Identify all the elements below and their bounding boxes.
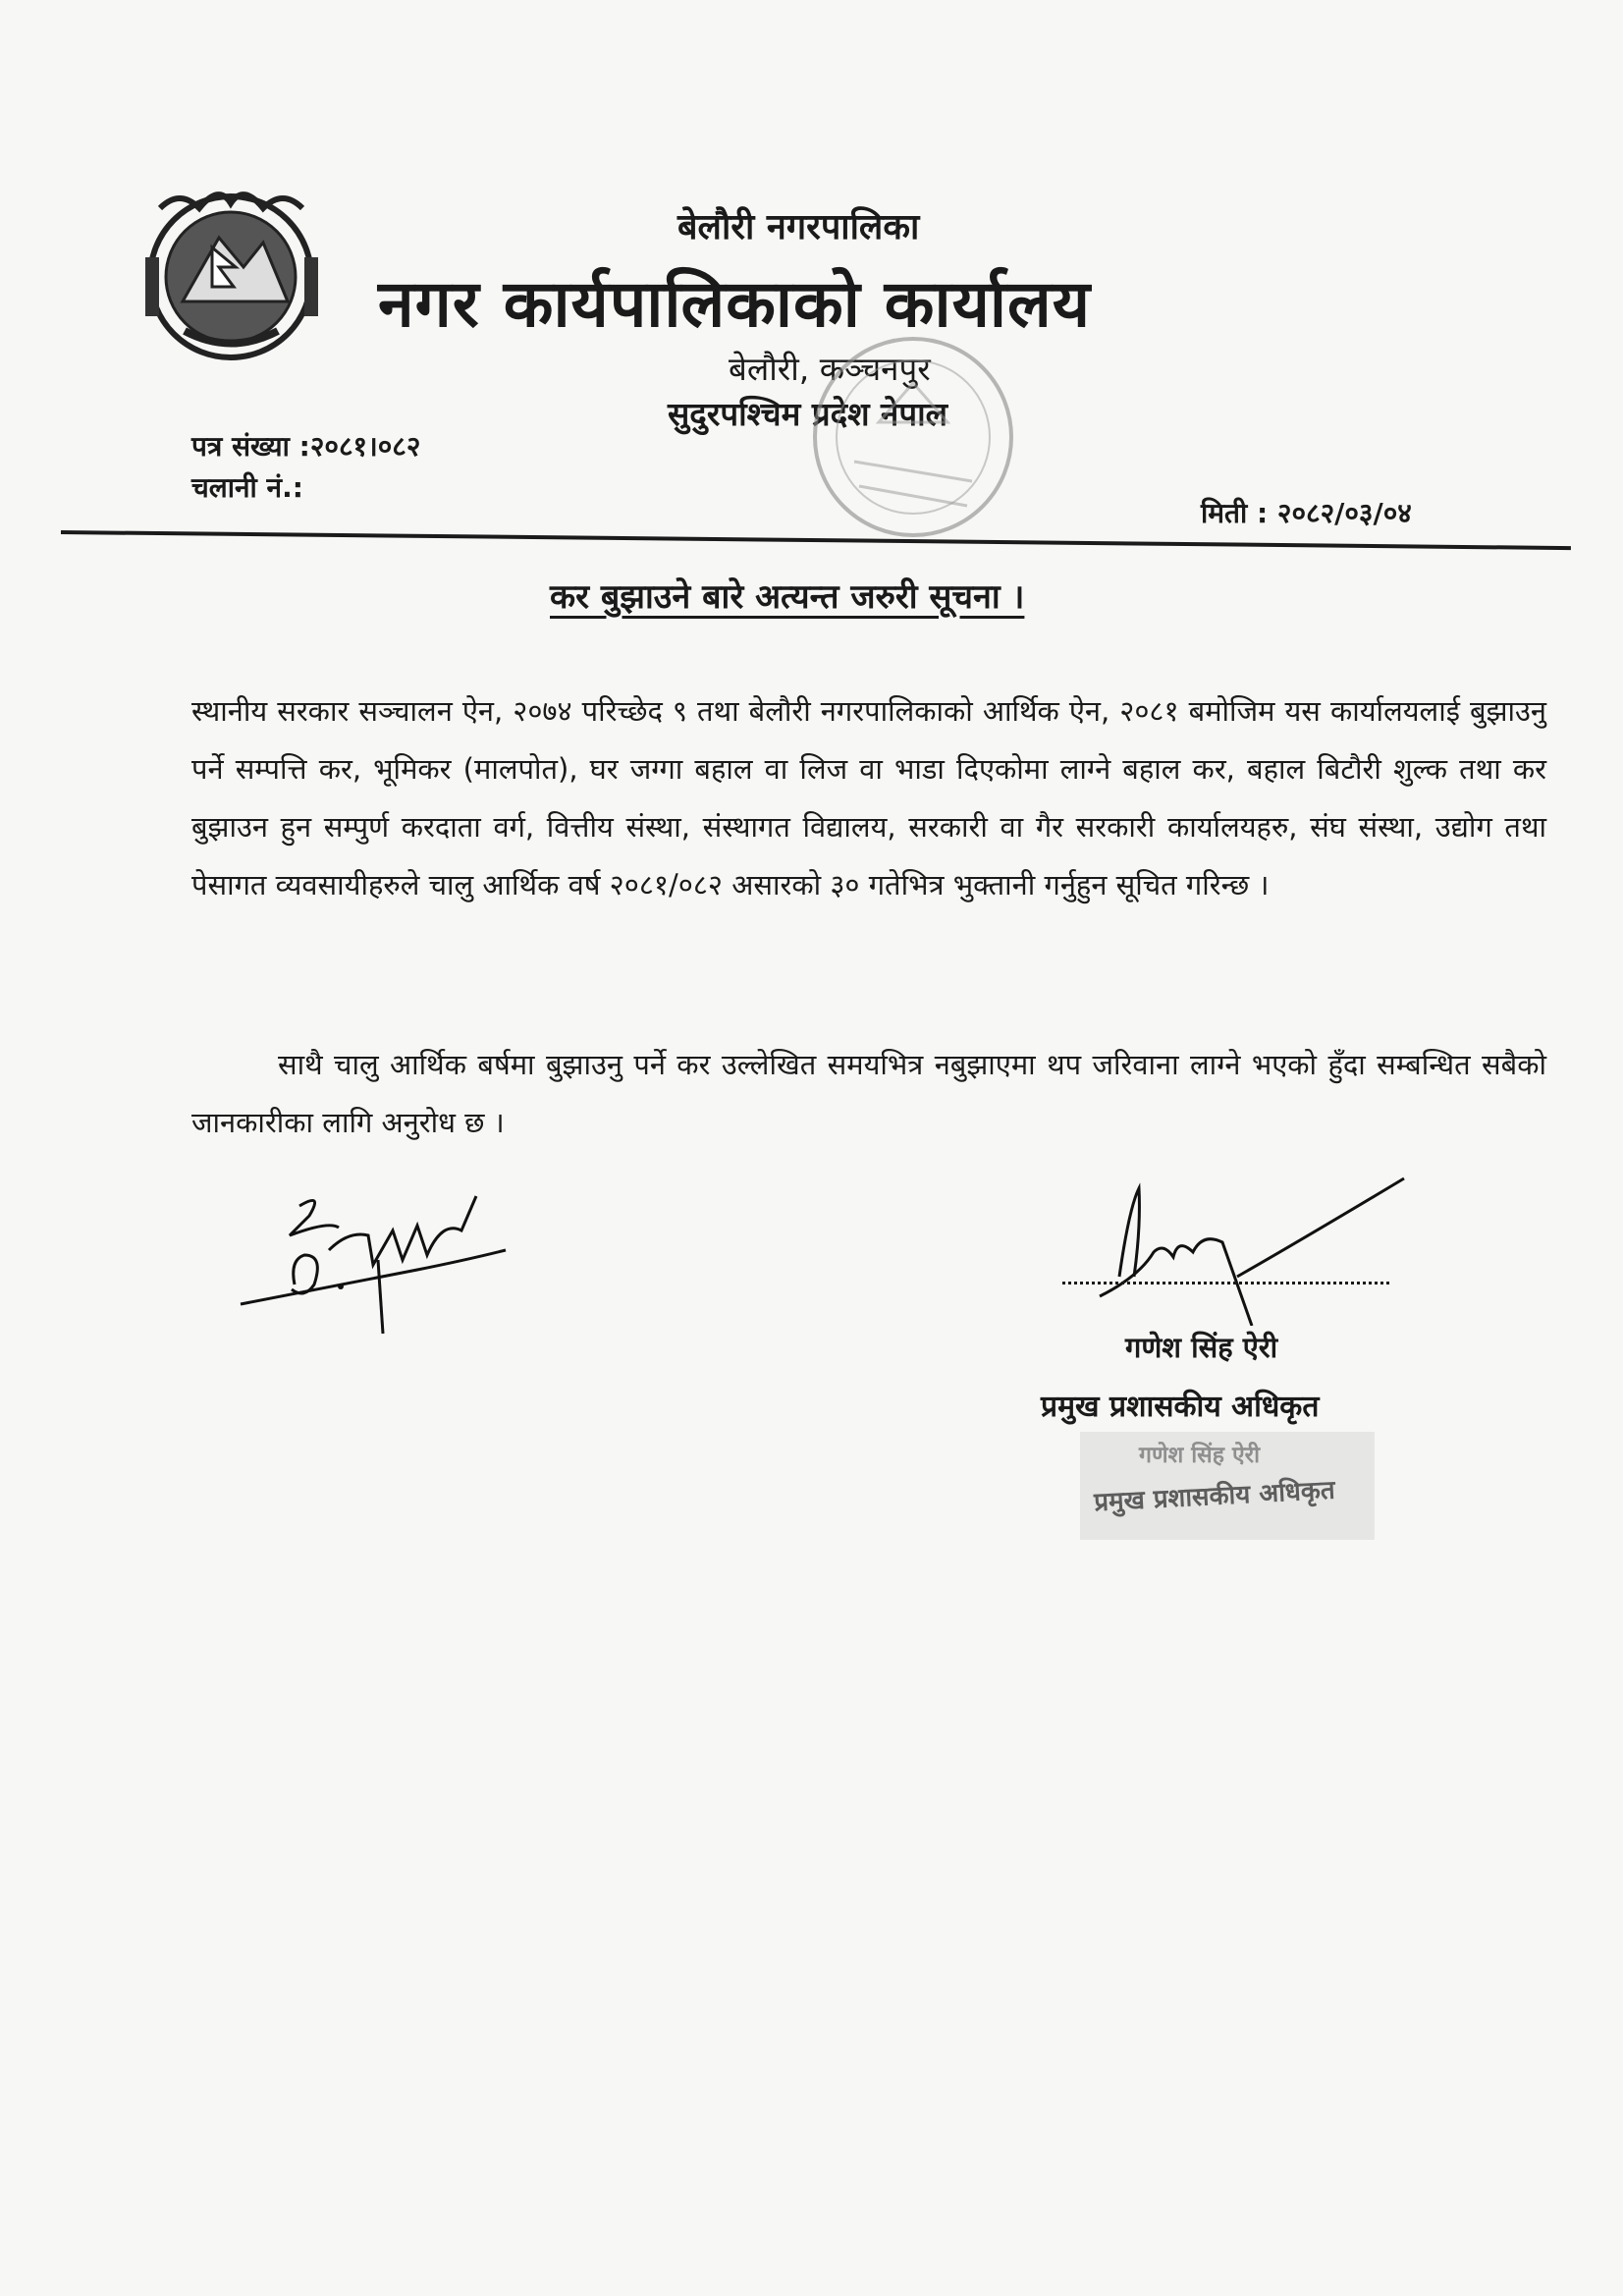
stamp-name: गणेश सिंह ऐरी [1139,1443,1261,1468]
dispatch-number: चलानी नं.: [191,471,303,504]
letter-number: पत्र संख्या :२०८१।०८२ [191,430,421,463]
letter-date: मिती : २०८२/०३/०४ [1201,497,1412,529]
address-line-1: बेलौरी, कञ्चनपुर [729,350,931,388]
notice-subject: कर बुझाउने बारे अत्यन्त जरुरी सूचना । [550,577,1025,617]
signature-line [1062,1282,1389,1285]
body-paragraph-2: साथै चालु आर्थिक बर्षमा बुझाउनु पर्ने कर उल्लेखित समयभित्र नबुझाएमा थप जरिवाना लाग्ने भएको हुँदा सम्बन्धित सबैको जानकारीका लागि अनुरोध छ । [191,1048,1546,1139]
designation-stamp [1080,1432,1375,1540]
left-signature-icon [231,1176,525,1343]
municipality-name: बेलौरी नगरपालिका [677,207,920,247]
right-signature-icon [1080,1169,1424,1326]
office-seal-icon [800,324,1026,550]
nepal-emblem-icon [126,169,337,365]
stamp-designation: प्रमुख प्रशासकीय अधिकृत [1093,1475,1336,1518]
address-line-2: सुदुरपश्चिम प्रदेश नेपाल [668,395,948,433]
signatory-designation: प्रमुख प्रशासकीय अधिकृत [1041,1390,1320,1424]
body-paragraph-1: स्थानीय सरकार सञ्चालन ऐन, २०७४ परिच्छेद ९ तथा बेलौरी नगरपालिकाको आर्थिक ऐन, २०८१ बमोजिम यस कार्यालयलाई बुझाउनु पर्ने सम्पत्ति कर, भूमिकर (मालपोत), घर जग्गा बहाल वा लिज वा भाडा दिएकोमा लाग्ने बहाल कर, बहाल बिटौरी शुल्क तथा कर बुझाउन हुन सम्पुर्ण करदाता वर्ग, वित्तीय संस्था, संस्थागत विद्यालय, सरकारी वा गैर सरकारी कार्यालयहरु, संघ संस्था, उद्योग तथा पेसागत व्यवसायीहरुले चालु आर्थिक वर्ष २०८१/०८२ असारको ३० गतेभित्र भुक्तानी गर्नुहुन सूचित गरिन्छ । [191,694,1546,902]
office-title: नगर कार्यपालिकाको कार्यालय [378,266,1091,342]
signatory-name: गणेश सिंह ऐरी [1125,1331,1278,1364]
